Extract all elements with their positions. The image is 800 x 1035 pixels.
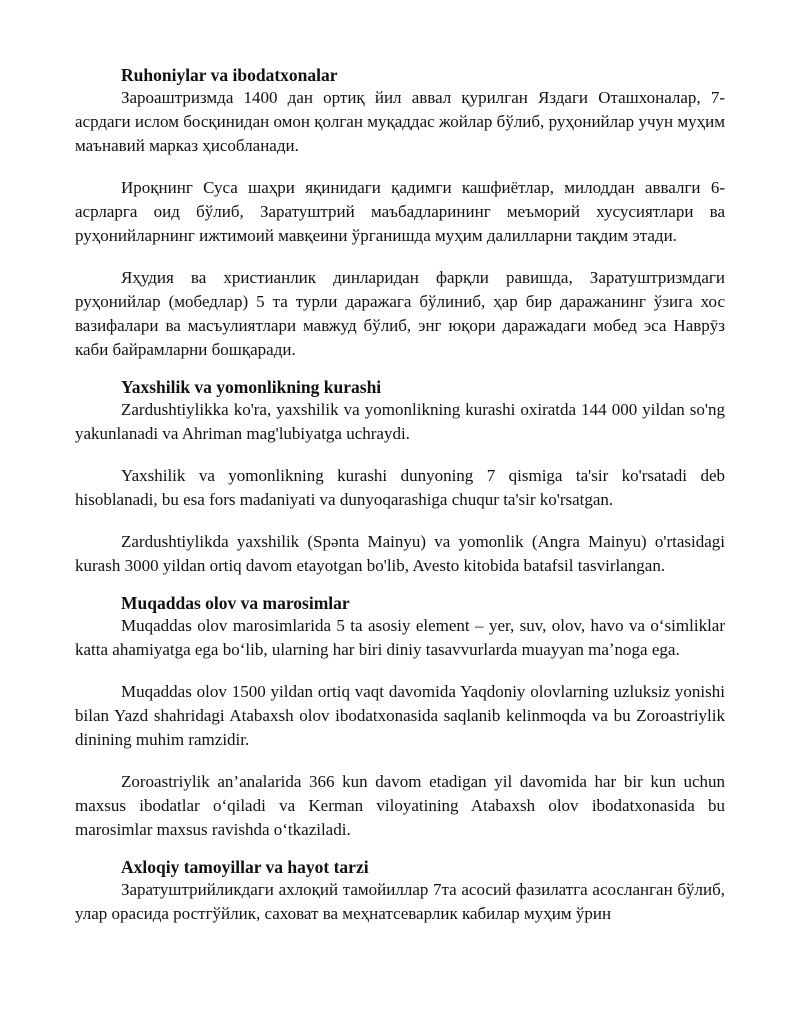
- section-heading: Yaxshilik va yomonlikning kurashi: [121, 377, 382, 397]
- paragraph: Muqaddas olov marosimlarida 5 ta asosiy element – yer, suv, olov, havo va oʻsimliklar katta ahamiyatga ega boʻlib, ularning har biri diniy tasavvurlarda muayyan maʼnoga ega.: [75, 616, 725, 659]
- paragraph: Zardushtiylikda yaxshilik (Spənta Mainyu) va yomonlik (Angra Mainyu) o'rtasidagi kurash 3000 yildan ortiq davom etayotgan bo'lib, Avesto kitobida batafsil tasvirlangan.: [75, 532, 725, 575]
- section-heading: Muqaddas olov va marosimlar: [121, 593, 350, 613]
- section-muqaddas-olov: [75, 592, 725, 842]
- section-heading: Axloqiy tamoyillar va hayot tarzi: [121, 857, 369, 877]
- paragraph: Zardushtiylikka ko'ra, yaxshilik va yomonlikning kurashi oxiratda 144 000 yildan so'ng yakunlanadi va Ahriman mag'lubiyatga uchraydi.: [75, 400, 725, 443]
- document-body: [75, 64, 725, 926]
- section-heading: Ruhoniylar va ibodatxonalar: [121, 65, 338, 85]
- paragraph: Zoroastriylik an’analarida 366 kun davom etadigan yil davomida har bir kun uchun maxsus ibodatlar oʻqiladi va Kerman viloyatining Atabaxsh olov ibodatxonasida bu marosimlar maxsus ravishda oʻtkaziladi.: [75, 772, 725, 839]
- section-axloqiy: [75, 856, 725, 926]
- section-ruhoniylar: [75, 64, 725, 362]
- paragraph: Ироқнинг Суса шаҳри яқинидаги қадимги кашфиётлар, милоддан аввалги 6-асрларга оид бўлиб, Заратуштрий маъбадларининг меъморий хусусиятлари ва руҳонийларнинг ижтимоий мавқеини ўрганишда муҳим далилларни тақдим этади.: [75, 178, 725, 245]
- paragraph: Muqaddas olov 1500 yildan ortiq vaqt davomida Yaqdoniy olovlarning uzluksiz yonishi bilan Yazd shahridagi Atabaxsh olov ibodatxonasida saqlanib kelinmoqda va bu Zoroastriylik dinining muhim ramzidir.: [75, 682, 725, 749]
- paragraph: Заратуштрийликдаги ахлоқий тамойиллар 7та асосий фазилатга асосланган бўлиб, улар орасида ростгўйлик, саховат ва меҳнатсеварлик кабилар муҳим ўрин: [75, 880, 725, 923]
- paragraph: Зароаштризмда 1400 дан ортиқ йил аввал қурилган Яздаги Оташхоналар, 7-асрдаги ислом босқинидан омон қолган муқаддас жойлар бўлиб, руҳонийлар учун муҳим маънавий марказ ҳисобланади.: [75, 88, 725, 155]
- section-yaxshilik: [75, 376, 725, 578]
- paragraph: Яҳудия ва христианлик динларидан фарқли равишда, Заратуштризмдаги руҳонийлар (мобедлар) 5 та турли даражага бўлиниб, ҳар бир даражанинг ўзига хос вазифалари ва масъулиятлари мавжуд бўлиб, энг юқори даражадаги мобед эса Наврӯз каби байрамларни бошқаради.: [75, 268, 725, 359]
- paragraph: Yaxshilik va yomonlikning kurashi dunyoning 7 qismiga ta'sir ko'rsatadi deb hisoblanadi, bu esa fors madaniyati va dunyoqarashiga chuqur ta'sir ko'rsatgan.: [75, 466, 725, 509]
